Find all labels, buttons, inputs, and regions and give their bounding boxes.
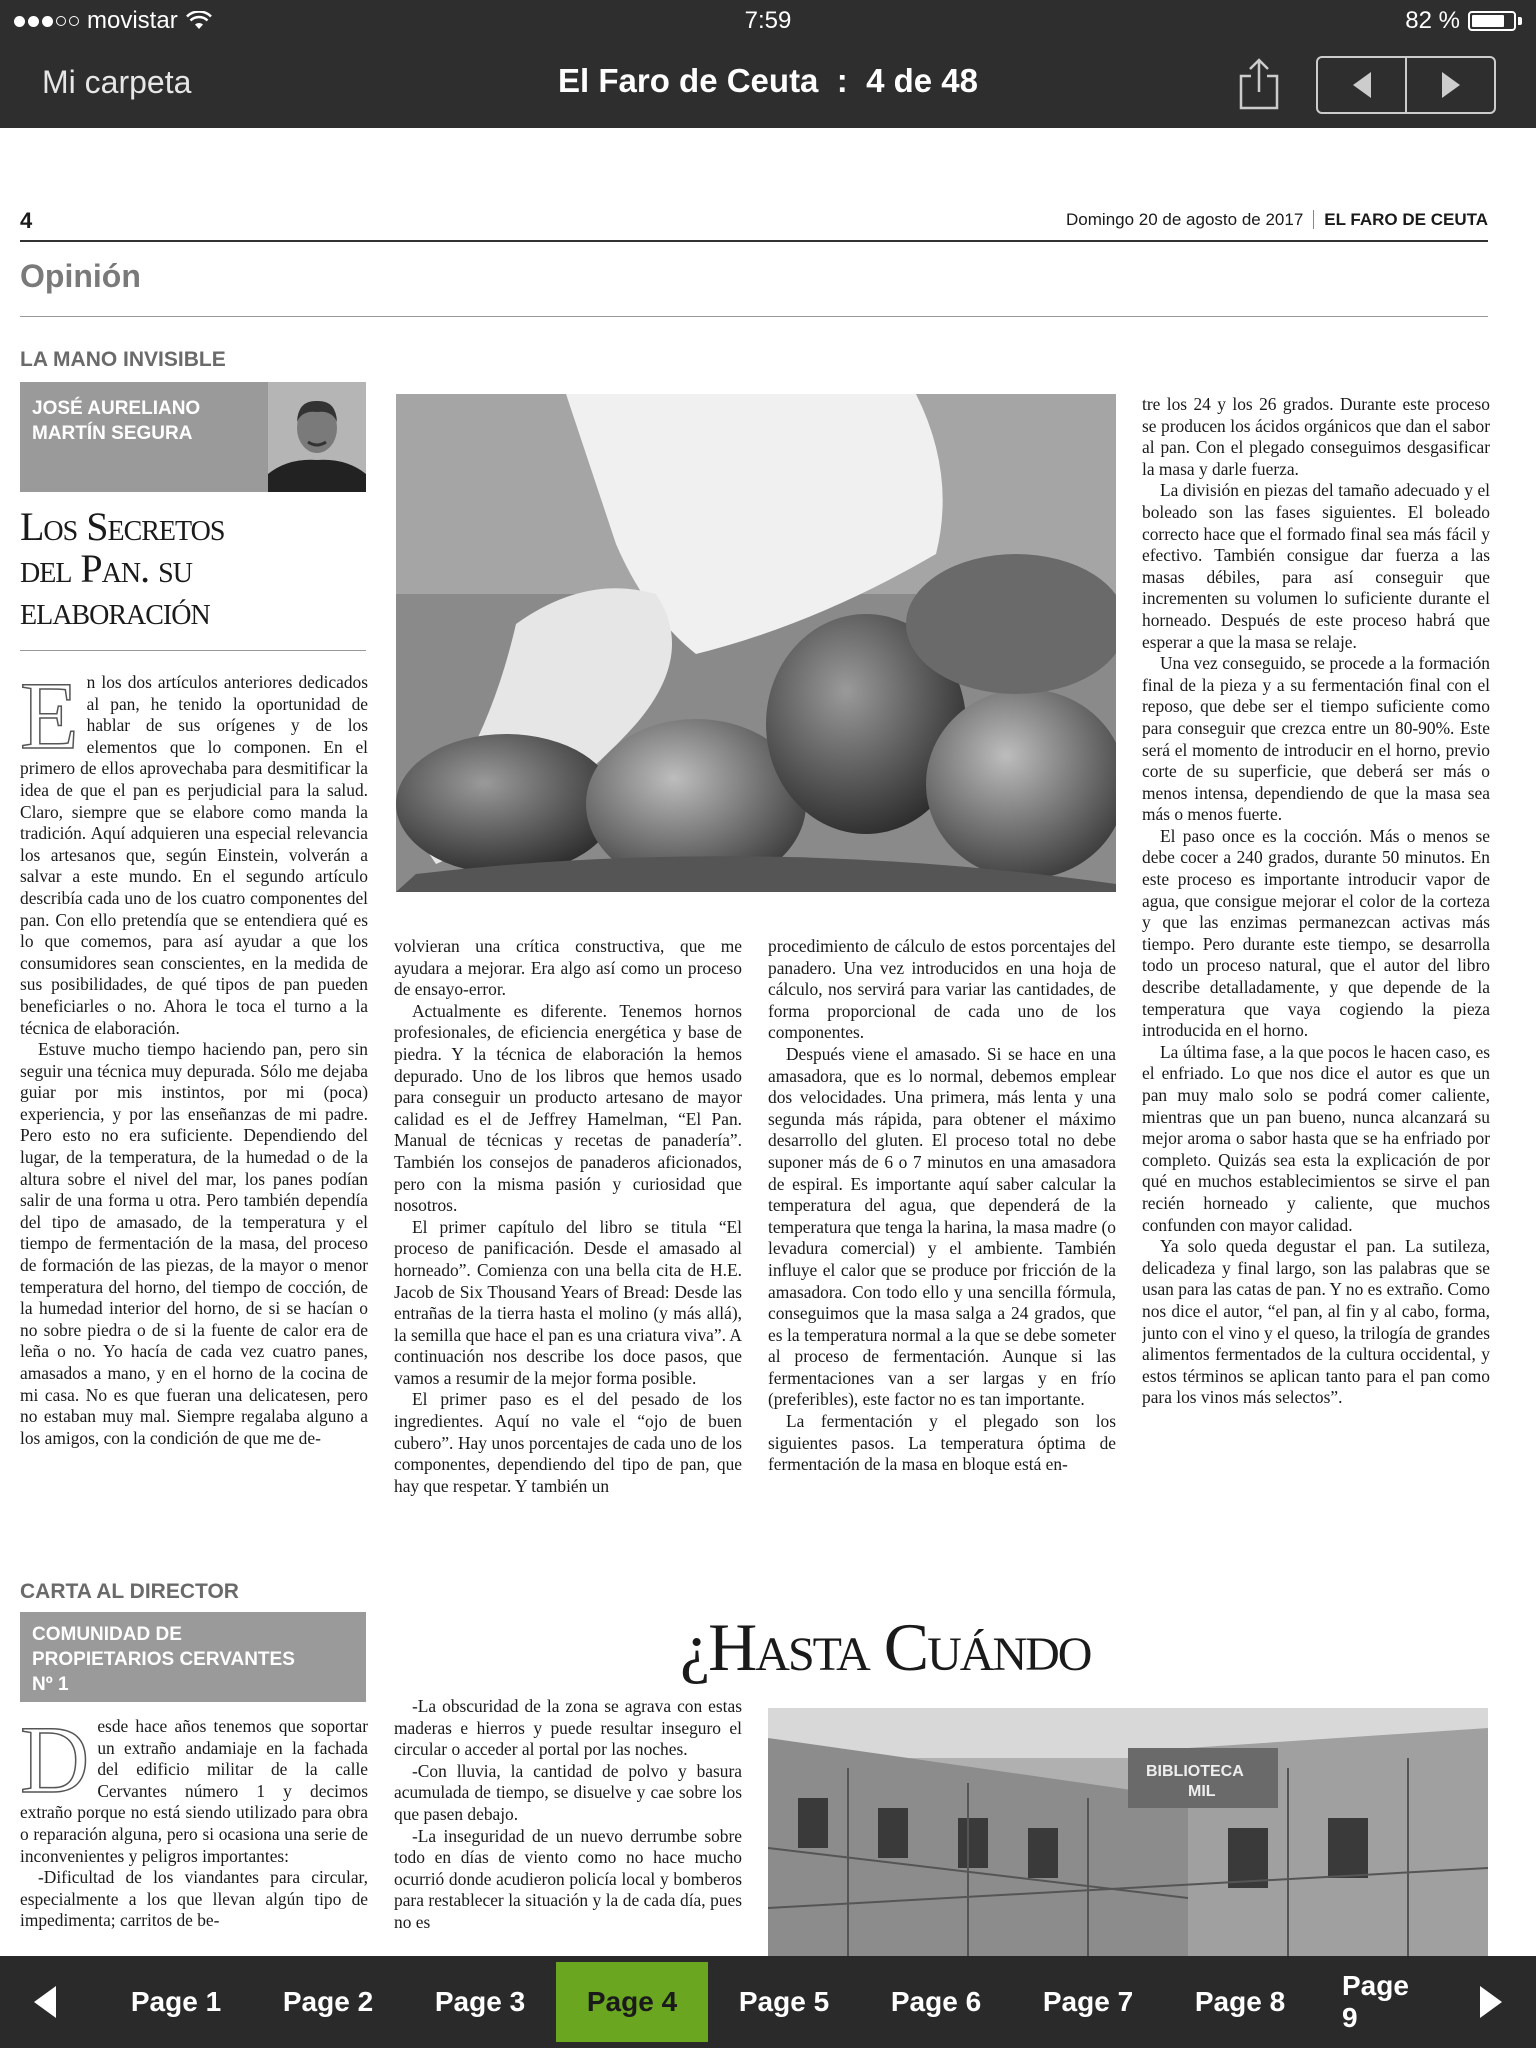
paragraph: procedimiento de cálculo de estos porcentajes del panadero. Una vez introducidos en una hoja de cálculo, nos servirá para variar las cantidades, de forma proporcional de cada uno de los componentes. — [768, 936, 1116, 1043]
tab-page-3[interactable]: Page 3 — [434, 1986, 526, 2017]
tab-page-2[interactable]: Page 2 — [282, 1986, 374, 2017]
paragraph: El primer capítulo del libro se titula “El proceso de panificación. Desde el amasado al horneado”. Comienza con una bella cita de H.E. Jacob de Six Thousand Years of Bread: Desde las entrañas de la tierra hasta el molino (y más allá), la semilla que hace el pan es una criatura viva”. A continuación nos describe los doce pasos, que vamos a resumir de la mejor forma posible. — [394, 1216, 742, 1388]
paragraph: El primer paso es el del pesado de los ingredientes. Aquí no vale el “ojo de buen cubero”. Hay unos porcentajes de cada uno de los componentes, dependiendo del tipo de pan, que hay que respetar. Y también un — [394, 1389, 742, 1496]
paper-name: EL FARO DE CEUTA — [1313, 210, 1488, 229]
paragraph: tre los 24 y los 26 grados. Durante este proceso se producen los ácidos orgánicos que dan el sabor al pan. Con el plegado conseguimos desgasificar la masa y darle fuerza. — [1142, 394, 1490, 479]
author-photo — [268, 382, 366, 492]
bread-photo — [396, 394, 1116, 892]
article2-column1 — [20, 1716, 368, 1956]
dropcap: E — [20, 672, 79, 769]
tab-page-8[interactable]: Page 8 — [1194, 1986, 1286, 2017]
tab-page-9[interactable]: Page 9 — [1342, 1970, 1409, 2033]
author-name-line3: Nº 1 — [32, 1674, 69, 1695]
page-tab-bar — [0, 1956, 1536, 2048]
paragraph: -Con lluvia, la cantidad de polvo y basura acumulada de tiempo, se disuelve y cae sobre los que pasen debajo. — [394, 1760, 742, 1824]
chevron-left-icon — [1349, 70, 1375, 100]
share-button[interactable] — [1236, 56, 1282, 112]
paragraph: Una vez conseguido, se procede a la formación final de la pieza y a su fermentación final con el reposo, que debe ser el tiempo suficiente como para conseguir que crezca entre un 80-90%. Este será el momento de introducir en el horno, previo corte de su superficie, que deberá ser más o menos intensa, dependiendo de que la masa sea más o menos fuerte. — [1142, 653, 1490, 825]
newspaper-page[interactable] — [0, 128, 1536, 1956]
tab-page-5[interactable]: Page 5 — [738, 1986, 830, 2017]
author-name-line1: JOSÉ AURELIANO — [32, 398, 201, 419]
status-bar — [0, 0, 1536, 42]
battery-percent: 82 % — [1405, 7, 1460, 34]
paragraph: volvieran una crítica constructiva, que me ayudara a mejorar. Era algo así como un proceso de ensayo-error. — [394, 936, 742, 1000]
section-rule — [20, 316, 1488, 317]
share-icon — [1236, 56, 1282, 112]
paragraph: esde hace años tenemos que soportar un extraño andamiaje en la fachada del edificio militar de la calle Cervantes número 1 y decimos extraño porque no está siendo utilizado para obra o reparación alguna, pero si ocasiona una serie de inconvenientes y peligros importantes: — [20, 1716, 368, 1866]
paragraph: -La inseguridad de un nuevo derrumbe sobre todo en días de viento como no hace mucho ocurrió donde acudieron policía local y bomberos para restablecer la situación y la de cada día, pues no es — [394, 1825, 742, 1932]
next-page-button[interactable] — [1405, 58, 1494, 112]
tab-page-1[interactable]: Page 1 — [130, 1986, 222, 2017]
paragraph: Actualmente es diferente. Tenemos hornos profesionales, de eficiencia energética y base de piedra. Y la técnica de elaboración la hemos depurado. Uno de los libros que hemos usado para conseguir un producto artesano de mayor calidad es el de Jeffrey Hamelman, “El Pan. Manual de técnicas y recetas de panadería”. También los consejos de panaderos aficionados, pero con la misma pasión y curiosidad que nosotros. — [394, 1000, 742, 1216]
my-folder-button[interactable]: Mi carpeta — [42, 64, 192, 100]
paragraph: -La obscuridad de la zona se agrava con estas maderas e hierros y puede resultar inseguro el circular o acceder al portal por las noches. — [394, 1696, 742, 1760]
article1-column4 — [1142, 394, 1490, 1674]
previous-page-button[interactable] — [1318, 58, 1405, 112]
navigation-bar — [0, 42, 1536, 128]
building-photo — [768, 1708, 1488, 1956]
status-right — [1405, 7, 1522, 35]
paragraph: La división en piezas del tamaño adecuado y el boleado son las fases siguientes. El boleado correcto hace que el formado final sea más fácil y efectivo. También consigue dar fuerza a las masas débiles, para así conseguir que incrementen su volumen lo suficiente durante el horneado. Después de este proceso habrá que esperar a que la masa se relaje. — [1142, 480, 1490, 652]
article1-column2 — [394, 936, 742, 1674]
carrier-name: movistar — [87, 7, 178, 34]
paragraph: n los dos artículos anteriores dedicados al pan, he tenido la oportunidad de hablar de sus orígenes y de los elementos que lo componen. En el primero de ellos aprovechaba para desmitificar la idea de que el pan es perjudicial para la salud. Claro, siempre que se elabore como manda la tradición. Aquí adquieren una especial relevancia los artesanos que, según Einstein, volverán a salvar a este mundo. En el segundo artículo describía cada uno de los cuatro componentes del pan. Con ello pretendía que se entendiera qué es lo que comemos, para así ayudar a que los consumidores sean conscientes, en la medida de sus posibilidades, de qué tipos de pan pueden beneficiarles o no. Ahora le toca el turno a la técnica de elaboración. — [20, 672, 368, 1038]
top-rule — [20, 240, 1488, 242]
author-name-line2: PROPIETARIOS CERVANTES — [32, 1649, 295, 1670]
paragraph: Estuve mucho tiempo haciendo pan, pero sin seguir una técnica muy depurada. Sólo me dejaba guiar por mis instintos, por mi (poca) experiencia, y por las enseñanzas de mi padre. Pero esto no era suficiente. Dependiendo del lugar, de la temperatura, de la humedad o de la altura sobre el nivel del mar, los panes podían salir de una forma u otra. Pero también dependía del tipo de amasado, de la temperatura y el tiempo de fermentación de la masa, del proceso de formación de las piezas, de la mayor o menor temperatura del horno, del tiempo de cocción, de la humedad interior del horno, de si se hacían o no sobre piedra o de si la fuente de calor era de leña o no. Yo hacía de cada vez cuatro panes, amasados a mano, y en el horno de la cocina de mi casa. No es que fueran una delicatesen, pero no estaban muy mal. Siempre regalaba alguno a los amigos, con la condición de que me de- — [20, 1039, 368, 1448]
scroll-left-button[interactable] — [30, 1982, 60, 2022]
building-sign: BIBLIOTECA — [1146, 1763, 1244, 1780]
tab-page-4[interactable]: Page 4 — [556, 1962, 708, 2042]
article1-column3 — [768, 936, 1116, 1674]
headline-line2: del Pan. su — [20, 546, 192, 591]
scroll-right-button[interactable] — [1476, 1982, 1506, 2022]
chevron-right-icon — [1438, 70, 1464, 100]
column-kicker: CARTA AL DIRECTOR — [20, 1580, 239, 1603]
paragraph: La última fase, a la que pocos le hacen caso, es el enfriado. Lo que nos dice el autor es que un pan muy malo solo se podrá comer caliente, mientras que un pan bueno, nunca alcanzará su mejor aroma o sabor hasta que se ha enfriado por completo. Quizás sea esta la explicación de por qué en muchos establecimientos se sirve el pan recién horneado y caliente, que muchos confunden con mayor calidad. — [1142, 1041, 1490, 1235]
page-number: 4 — [20, 208, 33, 233]
section-title: Opinión — [20, 258, 141, 294]
document-title: El Faro de Ceuta : 4 de 48 — [558, 62, 978, 99]
dropcap: D — [20, 1716, 90, 1813]
paragraph: -Dificultad de los viandantes para circular, especialmente a los que llevan algún tipo de impedimenta; carritos de be- — [20, 1867, 368, 1931]
tab-page-7[interactable]: Page 7 — [1042, 1986, 1134, 2017]
tab-page-6[interactable]: Page 6 — [890, 1986, 982, 2017]
headline-line1: Los Secretos — [20, 504, 225, 549]
paragraph: Después viene el amasado. Si se hace en una amasadora, que es lo normal, debemos emplear dos velocidades. Una primera, más lenta y una segunda más rápida, para obtener el máximo desarrollo del gluten. El proceso total no debe suponer más de 6 o 7 minutos en una amasadora de espiral. Es importante aquí saber calcular la temperatura del agua, que dependerá de la temperatura que tenga la harina, la masa madre (o levadura comercial) y el ambiente. También influye el calor que se produce por fricción de la amasadora. Con todo ello y una sencilla fórmula, conseguimos que la masa salga a 24 grados, que es la temperatura normal a la que se debe someter al proceso de fermentación. Aunque si las fermentaciones van a ser largas y en frío (preferibles), este factor no es tan importante. — [768, 1043, 1116, 1410]
paragraph: La fermentación y el plegado son los siguientes pasos. La temperatura óptima de fermentación de la masa en bloque está en- — [768, 1411, 1116, 1475]
battery-icon — [1468, 11, 1516, 31]
author-box — [20, 1612, 366, 1702]
page-arrows — [1316, 56, 1496, 114]
paragraph: Ya solo queda degustar el pan. La sutileza, delicadeza y final largo, son las palabras que se usan para las catas de pan. Y no es extraño. Como nos dice el autor, “el pan, al fin y al cabo, forma, junto con el vino y el queso, la trilogía de grandes alimentos fermentados de la cultura occidental, y estos términos se aplican tanto para el pan como para los vinos más selectos”. — [1142, 1236, 1490, 1408]
clock: 7:59 — [744, 7, 792, 34]
author-name-line2: MARTÍN SEGURA — [32, 423, 193, 444]
article-headline: ¿Hasta Cuándo — [680, 1609, 1091, 1685]
headline-line3: elaboración — [20, 588, 210, 633]
dateline — [1066, 210, 1488, 230]
article2-column2 — [394, 1696, 742, 1956]
headline-rule — [20, 650, 366, 651]
author-name-line1: COMUNIDAD DE — [32, 1624, 182, 1645]
building-sign: MIL — [1188, 1783, 1216, 1800]
article1-column1 — [20, 672, 368, 1672]
article-headline — [20, 506, 380, 632]
issue-date: Domingo 20 de agosto de 2017 — [1066, 210, 1304, 229]
column-kicker: LA MANO INVISIBLE — [20, 348, 226, 371]
paragraph: El paso once es la cocción. Más o menos se debe cocer a 240 grados, durante 50 minutos. En este proceso es importante introducir vapor de agua, que consigue mejorar el color de la corteza y que las enzimas permanezcan activas más tiempo. Pero durante este tiempo, se desarrolla todo un proceso natural, que el autor del libro describe detalladamente, y que depende de la temperatura que vaya cogiendo la pieza introducida en el horno. — [1142, 825, 1490, 1041]
